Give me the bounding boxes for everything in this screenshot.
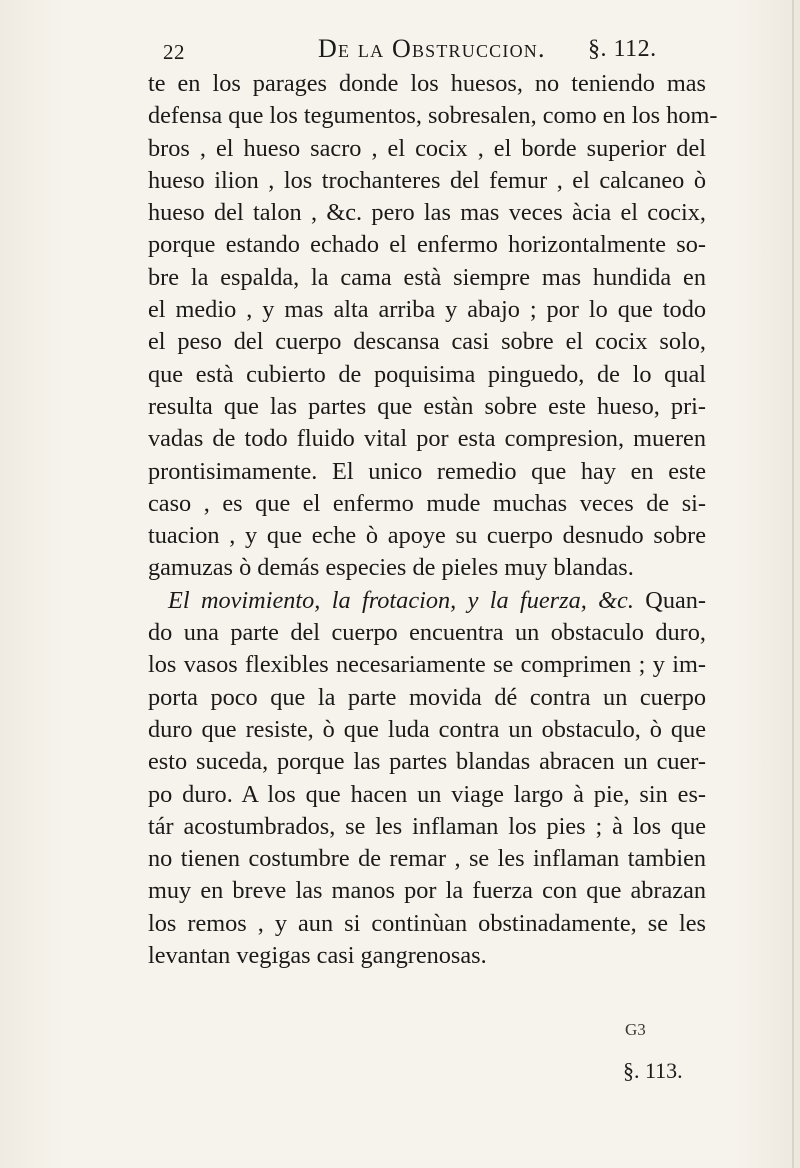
- text-line: esto suceda, porque las partes blandas abracen un cuer-: [148, 748, 706, 776]
- text-line: tuacion , y que eche ò apoye su cuerpo desnudo sobre: [148, 522, 706, 550]
- body-text: [148, 68, 718, 972]
- text-line: no tienen costumbre de remar , se les inflaman tambien: [148, 845, 706, 873]
- text-line: los remos , y aun si continùan obstinadamente, se les: [148, 909, 706, 937]
- text-line: caso , es que el enfermo mude muchas veces de si-: [148, 489, 706, 517]
- text-line: bre la espalda, la cama està siempre mas hundida en: [148, 263, 706, 291]
- text-line: gamuzas ò demás especies de pieles muy blandas.: [148, 554, 634, 582]
- text-line: porta poco que la parte movida dé contra un cuerpo: [148, 683, 706, 711]
- heading-continuation: Quan-: [633, 586, 706, 614]
- text-line: po duro. A los que hacen un viage largo à pie, sin es-: [148, 780, 706, 808]
- text-line: el medio , y mas alta arriba y abajo ; por lo que todo: [148, 296, 706, 324]
- text-line: hueso ilion , los trochanteres del femur , el calcaneo ò: [148, 166, 706, 194]
- page-number: 22: [163, 40, 185, 64]
- signature-mark: G3: [625, 1020, 646, 1039]
- page-edge: [792, 0, 794, 1168]
- text-line: bros , el hueso sacro , el cocix , el borde superior del: [148, 134, 706, 162]
- text-line: muy en breve las manos por la fuerza con que abrazan: [148, 877, 706, 905]
- text-line: que està cubierto de poquisima pinguedo, de lo qual: [148, 360, 706, 388]
- text-line: prontisimamente. El unico remedio que hay en este: [148, 457, 706, 485]
- catchword: §. 113.: [623, 1058, 683, 1083]
- running-title: De la Obstruccion.: [318, 34, 546, 63]
- text-line-heading: [148, 585, 706, 617]
- text-line: te en los parages donde los huesos, no teniendo mas: [148, 70, 706, 97]
- text-line: duro que resiste, ò que luda contra un obstaculo, ò que: [148, 715, 706, 743]
- section-number: §. 112.: [588, 36, 657, 62]
- text-line: do una parte del cuerpo encuentra un obstaculo duro,: [148, 619, 706, 647]
- text-line: porque estando echado el enfermo horizontalmente so-: [148, 231, 706, 259]
- text-line: el peso del cuerpo descansa casi sobre el cocix solo,: [148, 328, 706, 356]
- text-line: vadas de todo fluido vital por esta compresion, mueren: [148, 425, 706, 453]
- text-line: defensa que los tegumentos, sobresalen, como en los hom-: [148, 102, 718, 130]
- text-line: resulta que las partes que estàn sobre este hueso, pri-: [148, 392, 706, 420]
- text-line: hueso del talon , &c. pero las mas veces àcia el cocix,: [148, 199, 706, 227]
- text-line: tár acostumbrados, se les inflaman los pies ; à los que: [148, 812, 706, 840]
- text-line: los vasos flexibles necesariamente se comprimen ; y im-: [148, 651, 706, 679]
- italic-heading: El movimiento, la frotacion, y la fuerza, &c.: [168, 586, 634, 614]
- text-line: levantan vegigas casi gangrenosas.: [148, 942, 487, 970]
